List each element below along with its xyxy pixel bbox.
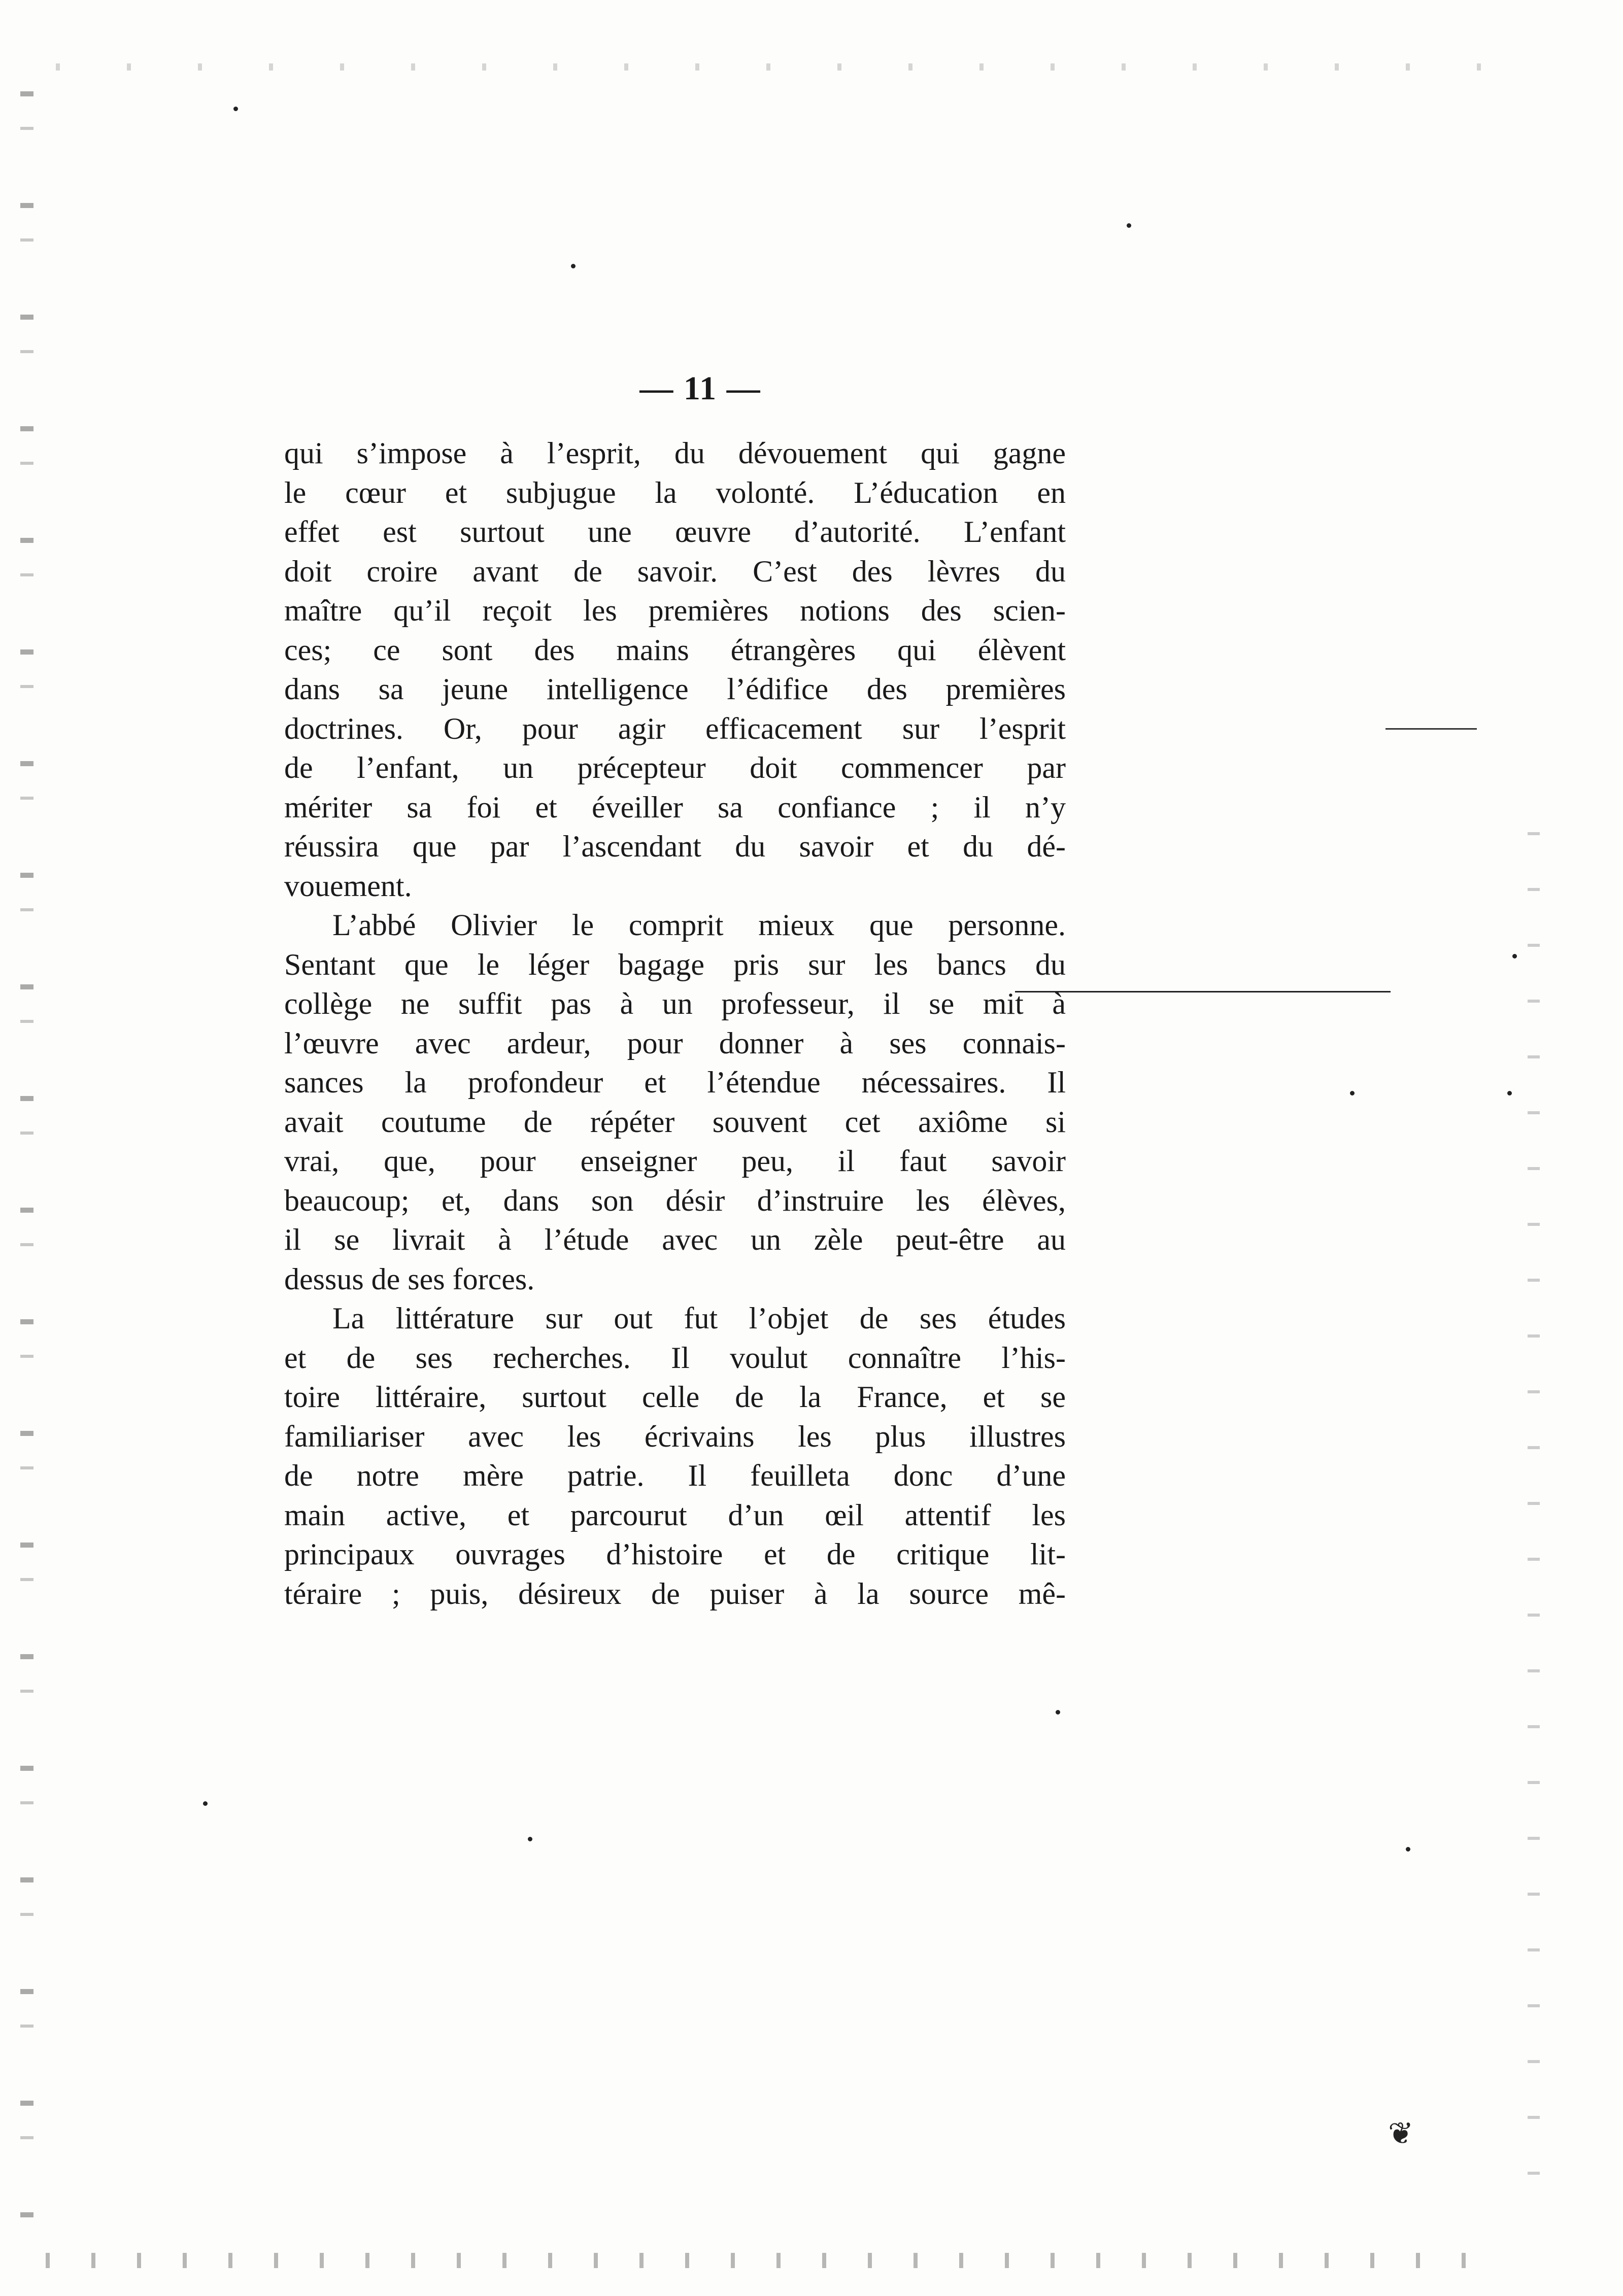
text-line: l’œuvre avec ardeur, pour donner à ses connais- [284, 1026, 1066, 1060]
speck [203, 1801, 208, 1806]
body-text [284, 434, 1066, 1614]
text-line: mériter sa foi et éveiller sa confiance ; il n’y [284, 790, 1066, 824]
text-line: Sentant que le léger bagage pris sur les bancs du [284, 947, 1066, 981]
speck [571, 264, 576, 268]
text-line: doctrines. Or, pour agir efficacement sur l’esprit [284, 711, 1066, 745]
text-line: de notre mère patrie. Il feuilleta donc d’une [284, 1459, 1066, 1492]
text-line: ces; ce sont des mains étrangères qui élèvent [284, 633, 1066, 667]
stray-pen-line [1015, 991, 1391, 992]
speck [528, 1837, 532, 1841]
speck [1127, 223, 1131, 228]
text-line: La littérature sur out fut l’objet de ses études [332, 1301, 1066, 1335]
speck [1507, 1091, 1512, 1095]
text-line: main active, et parcourut d’un œil attentif les [284, 1498, 1066, 1532]
scan-edge-right [1528, 812, 1540, 2182]
text-line: familiariser avec les écrivains les plus illustres [284, 1419, 1066, 1453]
text-line: réussira que par l’ascendant du savoir et du dé- [284, 830, 1066, 863]
text-line: vrai, que, pour enseigner peu, il faut savoir [284, 1144, 1066, 1178]
stray-dash-mark [1385, 728, 1477, 730]
speck [1512, 954, 1517, 958]
text-line: de l’enfant, un précepteur doit commencer par [284, 751, 1066, 784]
page-number: — 11 — [639, 370, 761, 407]
text-line: et de ses recherches. Il voulut connaître l’his- [284, 1341, 1066, 1375]
text-line: dans sa jeune intelligence l’édifice des premières [284, 672, 1066, 706]
text-line: collège ne suffit pas à un professeur, il se mit à [284, 987, 1066, 1020]
text-line: L’abbé Olivier le comprit mieux que personne. [332, 908, 1066, 942]
text-line: avait coutume de répéter souvent cet axiôme si [284, 1105, 1066, 1139]
scan-edge-bottom [30, 2253, 1502, 2268]
text-line: il se livrait à l’étude avec un zèle peut-être au [284, 1223, 1066, 1256]
text-line: beaucoup; et, dans son désir d’instruire les élèves, [284, 1183, 1066, 1217]
text-line: qui s’impose à l’esprit, du dévouement qui gagne [284, 436, 1066, 470]
text-line: dessus de ses forces. [284, 1262, 535, 1296]
text-line: maître qu’il reçoit les premières notions des scien- [284, 594, 1066, 627]
speck [1406, 1847, 1410, 1852]
scan-edge-top [30, 63, 1533, 71]
text-line: le cœur et subjugue la volonté. L’éducation en [284, 475, 1066, 509]
text-line: toire littéraire, surtout celle de la France, et se [284, 1380, 1066, 1414]
text-line: doit croire avant de savoir. C’est des lèvres du [284, 554, 1066, 588]
text-line: principaux ouvrages d’histoire et de critique lit- [284, 1537, 1066, 1571]
printer-ornament: ❦ [1388, 2116, 1414, 2151]
text-line: téraire ; puis, désireux de puiser à la source mê- [284, 1577, 1066, 1610]
text-line: effet est surtout une œuvre d’autorité. L’enfant [284, 515, 1066, 549]
speck [1056, 1710, 1060, 1715]
speck [1350, 1091, 1355, 1095]
text-line: sances la profondeur et l’étendue nécessaires. Il [284, 1066, 1066, 1099]
speck [233, 107, 238, 111]
text-line: vouement. [284, 869, 412, 903]
